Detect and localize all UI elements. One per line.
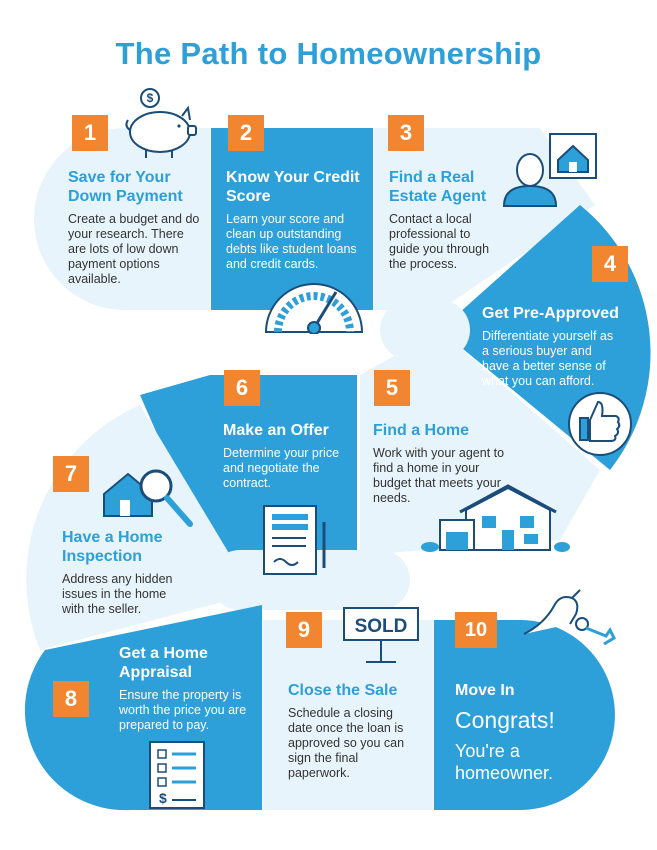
magnifier-house-icon (100, 466, 196, 530)
dollar-symbol: $ (159, 790, 167, 806)
step-3-text: Contact a local professional to guide you through the process. (389, 212, 490, 271)
congrats-text: Congrats! (455, 707, 555, 733)
step-number-2: 2 (228, 115, 264, 151)
sold-sign-icon (342, 602, 422, 664)
step-9-title: Close the Sale (288, 682, 398, 699)
step-4 (482, 304, 620, 389)
thumbs-up-icon (566, 390, 636, 458)
step-5-text: Work with your agent to find a home in your budget that meets your needs. (373, 446, 505, 505)
step-4-text: Differentiate yourself as a serious buyer and have a better sense of what you can afford. (482, 329, 614, 388)
key-hand-icon (520, 584, 620, 650)
step-number-10: 10 (455, 612, 497, 648)
step-8-title: Get a Home Appraisal (119, 645, 208, 681)
step-3-title: Find a Real Estate Agent (389, 169, 487, 205)
homeowner-text: You're a homeowner. (455, 741, 554, 783)
step-10 (455, 681, 595, 784)
page-title: The Path to Homeownership (115, 36, 542, 71)
step-9 (288, 681, 420, 781)
step-1-title: Save for Your Down Payment (68, 169, 183, 205)
piggy-bank-icon (122, 86, 202, 160)
step-5-title: Find a Home (373, 422, 470, 439)
agent-icon (500, 132, 600, 208)
step-number-7: 7 (53, 456, 89, 492)
house-icon (420, 484, 570, 554)
step-7-text: Address any hidden issues in the home with the seller. (62, 572, 173, 616)
step-6-title: Make an Offer (223, 422, 329, 439)
step-2-text: Learn your score and clean up outstanding debts like student loans and credit cards. (226, 212, 357, 271)
step-2-title: Know Your Credit Score (226, 169, 360, 205)
step-8-text: Ensure the property is worth the price you are prepared to pay. (119, 688, 247, 732)
step-number-9: 9 (286, 612, 322, 648)
step-6 (223, 421, 351, 491)
step-6-text: Determine your price and negotiate the contract. (223, 446, 340, 490)
step-number-4: 4 (592, 246, 628, 282)
step-number-8: 8 (53, 681, 89, 717)
step-number-3: 3 (388, 115, 424, 151)
step-number-1: 1 (72, 115, 108, 151)
step-10-title: Move In (455, 682, 515, 699)
step-7 (62, 528, 182, 617)
step-7-title: Have a Home Inspection (62, 529, 163, 565)
step-4-title: Get Pre-Approved (482, 305, 619, 322)
step-2 (226, 168, 366, 272)
coin-symbol: $ (146, 91, 154, 105)
step-3 (389, 168, 499, 272)
contract-icon (262, 502, 332, 576)
step-number-5: 5 (374, 370, 410, 406)
step-number-6: 6 (224, 370, 260, 406)
step-1 (68, 168, 200, 287)
credit-gauge-icon (262, 282, 366, 334)
checklist-icon (148, 740, 208, 812)
step-8 (119, 644, 259, 733)
step-1-text: Create a budget and do your research. There are lots of low down payment options available. (68, 212, 200, 286)
step-9-text: Schedule a closing date once the loan is approved so you can sign the final paperwork. (288, 706, 405, 780)
sold-label: SOLD (354, 616, 408, 637)
